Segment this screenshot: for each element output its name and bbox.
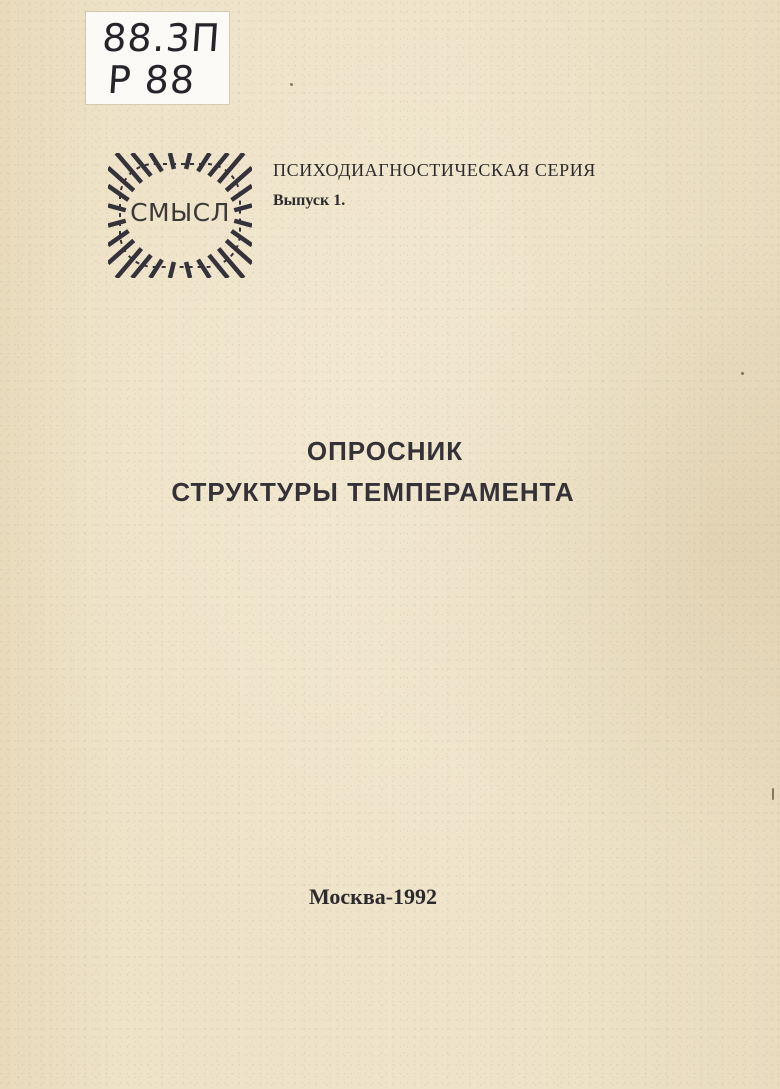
document-title-line-2: СТРУКТУРЫ ТЕМПЕРАМЕНТА xyxy=(171,477,575,507)
publisher-logo-text: СМЫСЛ xyxy=(130,198,230,227)
call-number-line-1: 88.3П xyxy=(100,16,223,60)
issue-number: Выпуск 1. xyxy=(273,192,346,209)
library-call-number-sticker xyxy=(86,12,229,104)
series-title: ПСИХОДИАГНОСТИЧЕСКАЯ СЕРИЯ xyxy=(273,160,596,180)
document-title-line-1: ОПРОСНИК xyxy=(306,436,464,466)
publisher-logo xyxy=(108,153,252,278)
paper-blemish xyxy=(772,788,774,800)
paper-blemish xyxy=(741,372,744,375)
paper-blemish xyxy=(290,83,293,86)
imprint-city-year: Москва-1992 xyxy=(308,884,438,909)
call-number-line-2: Р 88 xyxy=(106,58,197,102)
